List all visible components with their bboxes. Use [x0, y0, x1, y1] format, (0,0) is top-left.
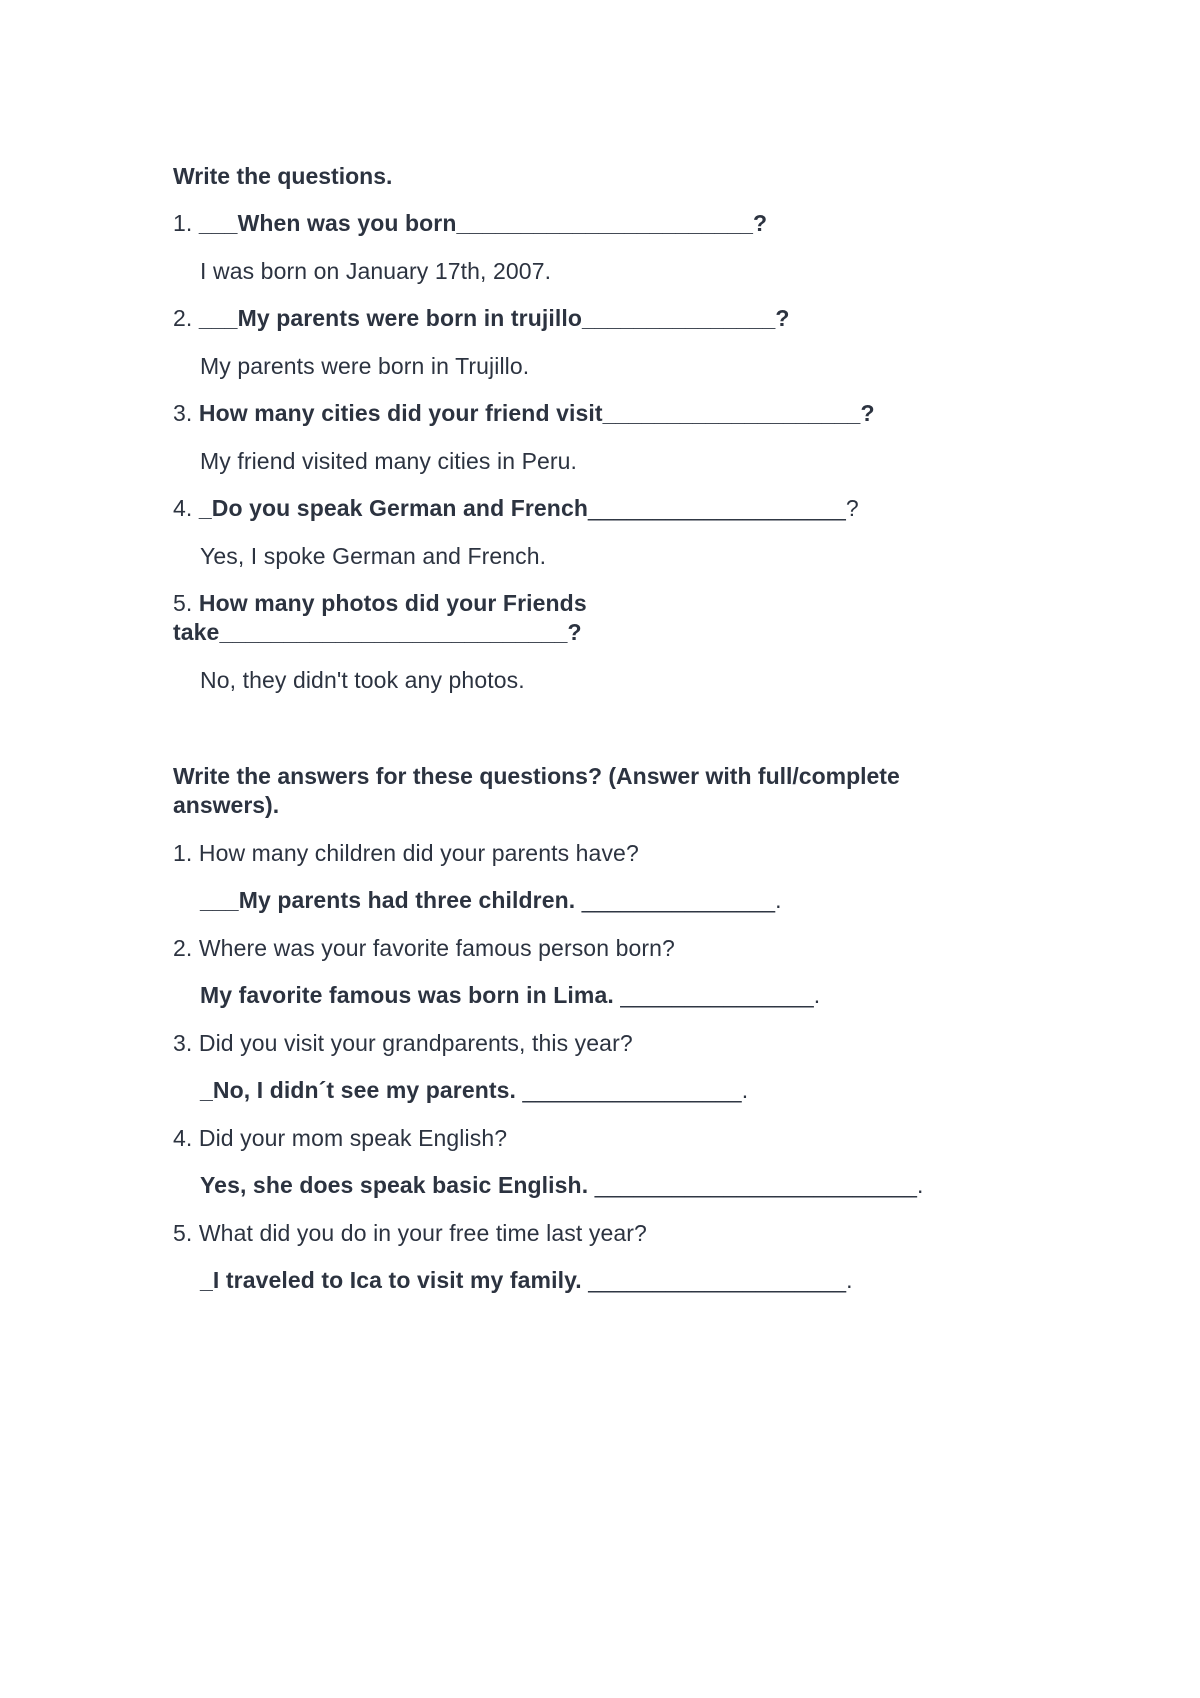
question-mark: ? — [753, 210, 768, 236]
s2-answer-2 — [173, 980, 1030, 1010]
question-text: What did you do in your free time last year? — [198, 1220, 647, 1246]
s2-question-2 — [173, 933, 1003, 963]
s1-answer-1: I was born on January 17th, 2007. — [200, 258, 552, 284]
answer-period: . — [741, 1077, 749, 1103]
question-mark: ? — [775, 305, 790, 331]
question-text: Did you visit your grandparents, this year? — [198, 1030, 633, 1056]
s1-question-1 — [173, 208, 1003, 238]
s2-answer-4 — [173, 1170, 1030, 1200]
answer-text: I traveled to Ica to visit my family. — [212, 1267, 582, 1293]
item-number: 1. — [173, 840, 199, 866]
answer-text: My favorite famous was born in Lima. — [200, 982, 614, 1008]
answer-period: . — [775, 887, 782, 913]
item-number: 3. — [173, 400, 199, 426]
s1-answer-5: No, they didn't took any photos. — [200, 667, 525, 693]
question-text: When was you born — [237, 210, 457, 236]
answer-blank: _________________________ — [588, 1172, 917, 1198]
answer-period: . — [813, 982, 821, 1008]
item-number: 2. — [173, 305, 199, 331]
item-number: 4. — [173, 495, 199, 521]
answer-period: . — [916, 1172, 924, 1198]
item-number: 1. — [173, 210, 199, 236]
question-text: How many photos did your Friends — [198, 590, 587, 616]
answer-text: No, I didn´t see my parents. — [212, 1077, 517, 1103]
s1-question-5-line2 — [173, 617, 1003, 647]
question-blank: _______________________ — [456, 210, 754, 236]
s2-question-1 — [173, 838, 1003, 868]
question-prefix: _ — [198, 495, 212, 521]
question-prefix: ___ — [198, 210, 238, 236]
question-text: Where was your favorite famous person born? — [198, 935, 675, 961]
item-number: 4. — [173, 1125, 199, 1151]
answer-blank: _______________ — [613, 982, 814, 1008]
question-mark: ? — [567, 619, 582, 645]
answer-prefix: ___ — [200, 887, 239, 913]
s1-answer-3: My friend visited many cities in Peru. — [200, 448, 578, 474]
question-blank: ___________________________ — [219, 619, 568, 645]
answer-blank: _______________ — [575, 887, 776, 913]
question-prefix: ___ — [198, 305, 238, 331]
s2-answer-1 — [173, 885, 1030, 915]
question-text: Do you speak German and French — [211, 495, 588, 521]
s1-question-3 — [173, 398, 1003, 428]
answer-blank: _________________ — [516, 1077, 742, 1103]
section1-heading: Write the questions. — [173, 163, 393, 189]
question-blank: _______________ — [581, 305, 776, 331]
item-number: 2. — [173, 935, 199, 961]
s2-answer-5 — [173, 1265, 1030, 1295]
s1-answer-2: My parents were born in Trujillo. — [200, 353, 530, 379]
section2-heading-line2: answers). — [173, 792, 280, 818]
answer-text: Yes, she does speak basic English. — [200, 1172, 589, 1198]
s1-answer-4: Yes, I spoke German and French. — [200, 543, 547, 569]
s2-question-5 — [173, 1218, 1003, 1248]
question-text: How many children did your parents have? — [198, 840, 639, 866]
question-mark: ? — [860, 400, 875, 426]
item-number: 3. — [173, 1030, 199, 1056]
question-blank: ____________________ — [588, 495, 846, 521]
item-number: 5. — [173, 1220, 199, 1246]
item-number: 5. — [173, 590, 199, 616]
section2-heading-line1: Write the answers for these questions? (Answer with full/complete — [173, 763, 900, 789]
s1-question-4 — [173, 493, 1003, 523]
s1-question-2 — [173, 303, 1003, 333]
question-mark: ? — [845, 495, 859, 521]
question-blank: ____________________ — [602, 400, 861, 426]
s1-question-5-line1 — [173, 588, 1003, 618]
answer-prefix: _ — [200, 1267, 213, 1293]
question-text: Did your mom speak English? — [198, 1125, 508, 1151]
answer-prefix: _ — [200, 1077, 213, 1103]
s2-answer-3 — [173, 1075, 1030, 1105]
answer-period: . — [846, 1267, 853, 1293]
s2-question-4 — [173, 1123, 1003, 1153]
answer-blank: ____________________ — [581, 1267, 847, 1293]
question-text: My parents were born in trujillo — [237, 305, 582, 331]
question-text-cont: take — [173, 619, 220, 645]
question-text: How many cities did your friend visit — [198, 400, 603, 426]
answer-text: My parents had three children. — [238, 887, 576, 913]
s2-question-3 — [173, 1028, 1003, 1058]
